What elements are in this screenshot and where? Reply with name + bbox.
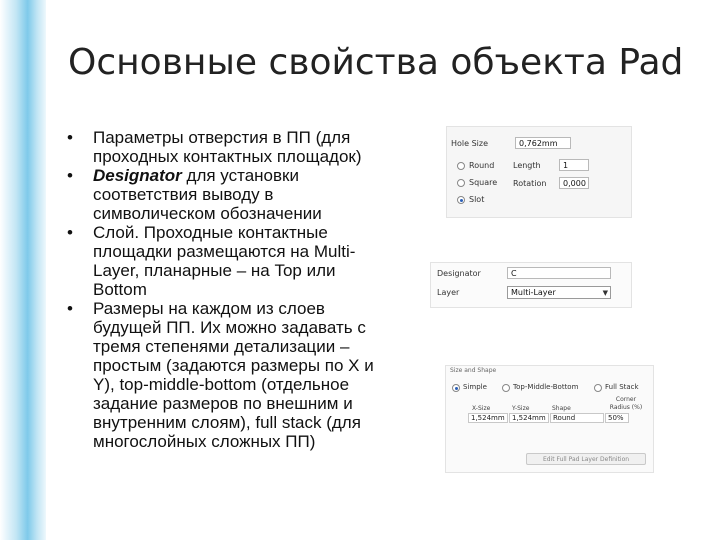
top-middle-bottom-radio-label: Top-Middle-Bottom	[513, 383, 579, 391]
bullet-line: задание размеров по внешним и	[93, 394, 353, 413]
size-shape-panel	[445, 365, 654, 473]
bullet-dot-icon: •	[67, 299, 73, 318]
bullet-line: будущей ПП. Их можно задавать с	[93, 318, 366, 337]
bullet-item	[66, 299, 426, 451]
hole-size-input[interactable]: 0,762mm	[515, 137, 571, 149]
bullet-line: тремя степенями детализации –	[93, 337, 350, 356]
column-header: Shape	[552, 405, 571, 412]
designator-input[interactable]: C	[507, 267, 611, 279]
column-header: X-Size	[472, 405, 491, 412]
slide-title: Основные свойства объекта Pad	[68, 42, 684, 83]
bullet-line: Y), top-middle-bottom (отдельное	[93, 375, 350, 394]
length-label: Length	[513, 161, 541, 170]
y-size-cell[interactable]: 1,524mm	[509, 413, 549, 423]
simple-radio[interactable]	[452, 384, 460, 392]
bullet-dot-icon: •	[67, 128, 73, 147]
round-radio[interactable]	[457, 162, 465, 170]
bullet-list	[66, 128, 426, 451]
bullet-item	[66, 223, 426, 299]
bullet-line: многослойных сложных ПП)	[93, 432, 316, 451]
bullet-line: соответствия выводу в	[93, 185, 274, 204]
rotation-label: Rotation	[513, 179, 547, 188]
bullet-dot-icon: •	[67, 166, 73, 185]
bullet-line: Layer, планарные – на Top или	[93, 261, 336, 280]
bullet-line: площадки размещаются на Multi-	[93, 242, 356, 261]
layer-select-value: Multi-Layer	[511, 288, 556, 297]
edit-full-pad-layer-button[interactable]: Edit Full Pad Layer Definition	[526, 453, 646, 465]
designator-label: Designator	[437, 269, 481, 278]
column-header: Corner Radius (%)	[609, 396, 643, 411]
full-stack-radio[interactable]	[594, 384, 602, 392]
simple-radio-label: Simple	[463, 383, 487, 391]
bullet-line: Слой. Проходные контактные	[93, 223, 328, 242]
bullet-dot-icon: •	[67, 223, 73, 242]
slot-radio-label: Slot	[469, 195, 485, 204]
square-radio-label: Square	[469, 178, 498, 187]
hole-size-label: Hole Size	[451, 139, 489, 148]
decorative-side-stripe	[0, 0, 46, 540]
round-radio-label: Round	[469, 161, 495, 170]
bullet-line: символическом обозначении	[93, 204, 322, 223]
bullet-item	[66, 128, 426, 166]
designator-panel	[430, 262, 632, 308]
rotation-input[interactable]: 0,000	[559, 177, 589, 189]
top-middle-bottom-radio[interactable]	[502, 384, 510, 392]
hole-size-panel	[446, 126, 632, 218]
bullet-line: Bottom	[93, 280, 147, 299]
column-header: Y-Size	[512, 405, 530, 412]
bullet-item	[66, 166, 426, 223]
length-input[interactable]: 1	[559, 159, 589, 171]
bullet-line: простым (задаются размеры по X и	[93, 356, 374, 375]
bullet-line: проходных контактных площадок)	[93, 147, 362, 166]
x-size-cell[interactable]: 1,524mm	[468, 413, 508, 423]
chevron-down-icon: ▼	[602, 289, 608, 297]
corner-radius-cell[interactable]: 50%	[605, 413, 629, 423]
layer-select[interactable]	[507, 286, 611, 299]
full-stack-radio-label: Full Stack	[605, 383, 639, 391]
layer-label: Layer	[437, 288, 460, 297]
slot-radio[interactable]	[457, 196, 465, 204]
bullet-line: Размеры на каждом из слоев	[93, 299, 325, 318]
square-radio[interactable]	[457, 179, 465, 187]
bullet-line: внутренним слоям), full stack (для	[93, 413, 361, 432]
bullet-line-rest: для установки	[181, 166, 299, 185]
size-shape-header: Size and Shape	[450, 367, 497, 374]
bullet-line: Параметры отверстия в ПП (для	[93, 128, 351, 147]
bullet-emphasis: Designator	[93, 166, 182, 185]
shape-cell[interactable]: Round	[550, 413, 604, 423]
